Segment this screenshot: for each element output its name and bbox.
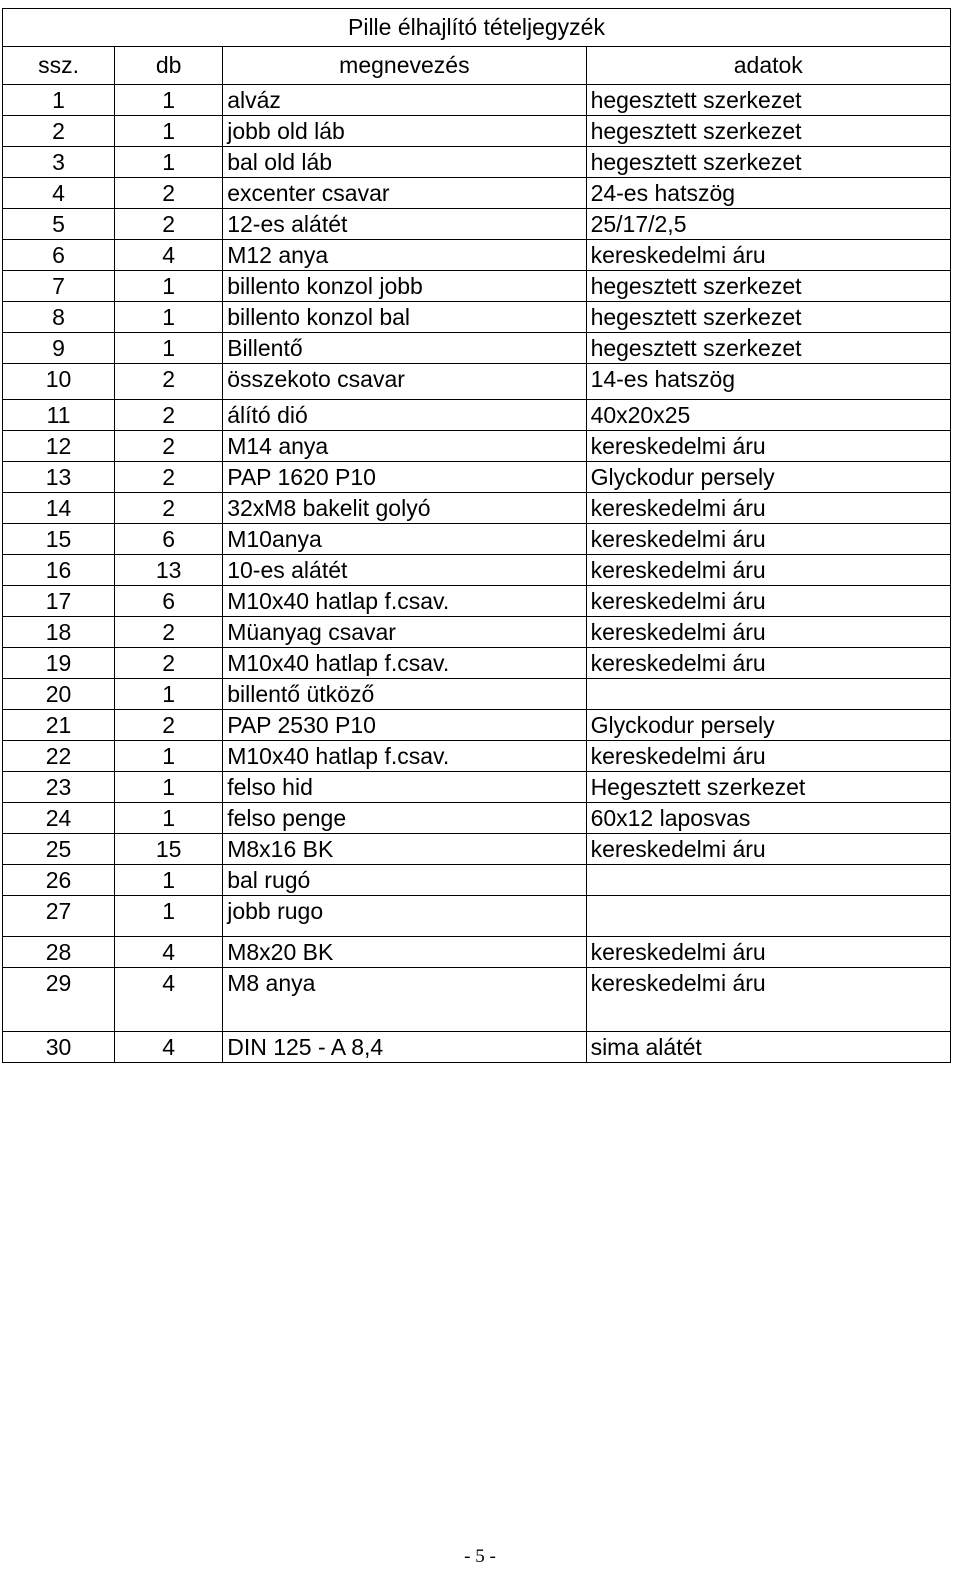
table-row bbox=[3, 364, 951, 400]
cell-db: 2 bbox=[115, 209, 223, 240]
cell-db: 2 bbox=[115, 493, 223, 524]
cell-db: 1 bbox=[115, 302, 223, 333]
table-row bbox=[3, 586, 951, 617]
cell-db: 1 bbox=[115, 896, 223, 937]
page-number: - 5 - bbox=[464, 1546, 496, 1567]
cell-data: 40x20x25 bbox=[586, 400, 950, 431]
cell-ssz: 6 bbox=[3, 240, 115, 271]
cell-db: 1 bbox=[115, 271, 223, 302]
cell-name: Müanyag csavar bbox=[223, 617, 586, 648]
table-row bbox=[3, 431, 951, 462]
cell-data: kereskedelmi áru bbox=[586, 240, 950, 271]
cell-db: 4 bbox=[115, 968, 223, 1032]
cell-name: 12-es alátét bbox=[223, 209, 586, 240]
cell-ssz: 1 bbox=[3, 85, 115, 116]
cell-data: sima alátét bbox=[586, 1032, 950, 1063]
cell-name: bal rugó bbox=[223, 865, 586, 896]
column-header-data: adatok bbox=[586, 47, 950, 85]
cell-name: excenter csavar bbox=[223, 178, 586, 209]
table-row bbox=[3, 896, 951, 937]
cell-ssz: 17 bbox=[3, 586, 115, 617]
table-row bbox=[3, 333, 951, 364]
table-row bbox=[3, 302, 951, 333]
cell-db: 6 bbox=[115, 524, 223, 555]
cell-ssz: 7 bbox=[3, 271, 115, 302]
table-row bbox=[3, 865, 951, 896]
cell-name: M14 anya bbox=[223, 431, 586, 462]
cell-db: 1 bbox=[115, 741, 223, 772]
cell-data: 24-es hatszög bbox=[586, 178, 950, 209]
cell-data: kereskedelmi áru bbox=[586, 741, 950, 772]
cell-ssz: 29 bbox=[3, 968, 115, 1032]
cell-name: M8x16 BK bbox=[223, 834, 586, 865]
table-title-row bbox=[3, 9, 951, 47]
cell-data: 14-es hatszög bbox=[586, 364, 950, 400]
cell-data: kereskedelmi áru bbox=[586, 834, 950, 865]
cell-ssz: 8 bbox=[3, 302, 115, 333]
cell-db: 2 bbox=[115, 400, 223, 431]
cell-ssz: 26 bbox=[3, 865, 115, 896]
cell-name: felso penge bbox=[223, 803, 586, 834]
parts-list-table bbox=[2, 8, 951, 1063]
table-row bbox=[3, 648, 951, 679]
cell-data: 60x12 laposvas bbox=[586, 803, 950, 834]
column-header-db: db bbox=[115, 47, 223, 85]
cell-name: DIN 125 - A 8,4 bbox=[223, 1032, 586, 1063]
cell-name: M10x40 hatlap f.csav. bbox=[223, 586, 586, 617]
table-row bbox=[3, 968, 951, 1032]
cell-db: 2 bbox=[115, 617, 223, 648]
cell-db: 6 bbox=[115, 586, 223, 617]
cell-db: 2 bbox=[115, 431, 223, 462]
cell-name: jobb rugo bbox=[223, 896, 586, 937]
cell-name: PAP 1620 P10 bbox=[223, 462, 586, 493]
column-header-ssz: ssz. bbox=[3, 47, 115, 85]
cell-data bbox=[586, 865, 950, 896]
cell-data: kereskedelmi áru bbox=[586, 586, 950, 617]
cell-data: kereskedelmi áru bbox=[586, 493, 950, 524]
cell-ssz: 16 bbox=[3, 555, 115, 586]
cell-ssz: 4 bbox=[3, 178, 115, 209]
cell-ssz: 30 bbox=[3, 1032, 115, 1063]
cell-db: 2 bbox=[115, 462, 223, 493]
cell-data bbox=[586, 896, 950, 937]
table-row bbox=[3, 555, 951, 586]
cell-db: 15 bbox=[115, 834, 223, 865]
cell-db: 1 bbox=[115, 147, 223, 178]
cell-ssz: 20 bbox=[3, 679, 115, 710]
cell-db: 1 bbox=[115, 333, 223, 364]
table-row bbox=[3, 493, 951, 524]
cell-name: bal old láb bbox=[223, 147, 586, 178]
cell-data: Glyckodur persely bbox=[586, 462, 950, 493]
cell-name: felso hid bbox=[223, 772, 586, 803]
cell-data: kereskedelmi áru bbox=[586, 617, 950, 648]
table-row bbox=[3, 617, 951, 648]
table-row bbox=[3, 209, 951, 240]
cell-ssz: 5 bbox=[3, 209, 115, 240]
cell-ssz: 21 bbox=[3, 710, 115, 741]
cell-data: kereskedelmi áru bbox=[586, 555, 950, 586]
parts-list-body bbox=[3, 9, 951, 1063]
cell-data: 25/17/2,5 bbox=[586, 209, 950, 240]
table-row bbox=[3, 679, 951, 710]
cell-data: Glyckodur persely bbox=[586, 710, 950, 741]
cell-db: 2 bbox=[115, 364, 223, 400]
cell-name: M8 anya bbox=[223, 968, 586, 1032]
cell-name: M10x40 hatlap f.csav. bbox=[223, 741, 586, 772]
cell-name: 32xM8 bakelit golyó bbox=[223, 493, 586, 524]
table-row bbox=[3, 462, 951, 493]
cell-ssz: 14 bbox=[3, 493, 115, 524]
cell-db: 1 bbox=[115, 772, 223, 803]
table-header-row bbox=[3, 47, 951, 85]
cell-db: 4 bbox=[115, 240, 223, 271]
cell-name: álító dió bbox=[223, 400, 586, 431]
cell-data bbox=[586, 679, 950, 710]
cell-ssz: 12 bbox=[3, 431, 115, 462]
cell-ssz: 10 bbox=[3, 364, 115, 400]
cell-ssz: 3 bbox=[3, 147, 115, 178]
cell-name: alváz bbox=[223, 85, 586, 116]
table-row bbox=[3, 178, 951, 209]
cell-data: kereskedelmi áru bbox=[586, 648, 950, 679]
cell-data: kereskedelmi áru bbox=[586, 937, 950, 968]
table-row bbox=[3, 400, 951, 431]
cell-name: jobb old láb bbox=[223, 116, 586, 147]
table-row bbox=[3, 772, 951, 803]
cell-data: hegesztett szerkezet bbox=[586, 85, 950, 116]
table-row bbox=[3, 524, 951, 555]
cell-data: hegesztett szerkezet bbox=[586, 147, 950, 178]
cell-db: 2 bbox=[115, 710, 223, 741]
cell-ssz: 13 bbox=[3, 462, 115, 493]
cell-name: M10x40 hatlap f.csav. bbox=[223, 648, 586, 679]
cell-ssz: 18 bbox=[3, 617, 115, 648]
cell-data: Hegesztett szerkezet bbox=[586, 772, 950, 803]
cell-name: összekoto csavar bbox=[223, 364, 586, 400]
table-title: Pille élhajlító tételjegyzék bbox=[3, 9, 951, 47]
cell-db: 4 bbox=[115, 937, 223, 968]
table-row bbox=[3, 710, 951, 741]
table-row bbox=[3, 803, 951, 834]
cell-data: hegesztett szerkezet bbox=[586, 302, 950, 333]
cell-name: 10-es alátét bbox=[223, 555, 586, 586]
cell-name: M8x20 BK bbox=[223, 937, 586, 968]
table-row bbox=[3, 116, 951, 147]
cell-name: billentő ütköző bbox=[223, 679, 586, 710]
cell-db: 1 bbox=[115, 116, 223, 147]
cell-data: kereskedelmi áru bbox=[586, 968, 950, 1032]
table-row bbox=[3, 834, 951, 865]
cell-db: 4 bbox=[115, 1032, 223, 1063]
cell-db: 1 bbox=[115, 865, 223, 896]
cell-ssz: 19 bbox=[3, 648, 115, 679]
table-row bbox=[3, 85, 951, 116]
table-row bbox=[3, 1032, 951, 1063]
cell-data: hegesztett szerkezet bbox=[586, 116, 950, 147]
cell-name: M10anya bbox=[223, 524, 586, 555]
cell-ssz: 2 bbox=[3, 116, 115, 147]
table-row bbox=[3, 741, 951, 772]
cell-ssz: 24 bbox=[3, 803, 115, 834]
column-header-name: megnevezés bbox=[223, 47, 586, 85]
cell-ssz: 15 bbox=[3, 524, 115, 555]
cell-ssz: 9 bbox=[3, 333, 115, 364]
cell-ssz: 25 bbox=[3, 834, 115, 865]
cell-name: PAP 2530 P10 bbox=[223, 710, 586, 741]
table-row bbox=[3, 147, 951, 178]
cell-data: kereskedelmi áru bbox=[586, 524, 950, 555]
cell-ssz: 11 bbox=[3, 400, 115, 431]
cell-data: hegesztett szerkezet bbox=[586, 271, 950, 302]
cell-db: 2 bbox=[115, 648, 223, 679]
cell-name: billento konzol jobb bbox=[223, 271, 586, 302]
cell-db: 1 bbox=[115, 679, 223, 710]
table-row bbox=[3, 271, 951, 302]
cell-name: billento konzol bal bbox=[223, 302, 586, 333]
cell-db: 1 bbox=[115, 85, 223, 116]
cell-data: kereskedelmi áru bbox=[586, 431, 950, 462]
cell-data: hegesztett szerkezet bbox=[586, 333, 950, 364]
cell-ssz: 22 bbox=[3, 741, 115, 772]
cell-name: Billentő bbox=[223, 333, 586, 364]
table-row bbox=[3, 937, 951, 968]
cell-ssz: 27 bbox=[3, 896, 115, 937]
table-row bbox=[3, 240, 951, 271]
cell-db: 1 bbox=[115, 803, 223, 834]
cell-ssz: 23 bbox=[3, 772, 115, 803]
cell-ssz: 28 bbox=[3, 937, 115, 968]
cell-db: 2 bbox=[115, 178, 223, 209]
cell-name: M12 anya bbox=[223, 240, 586, 271]
cell-db: 13 bbox=[115, 555, 223, 586]
